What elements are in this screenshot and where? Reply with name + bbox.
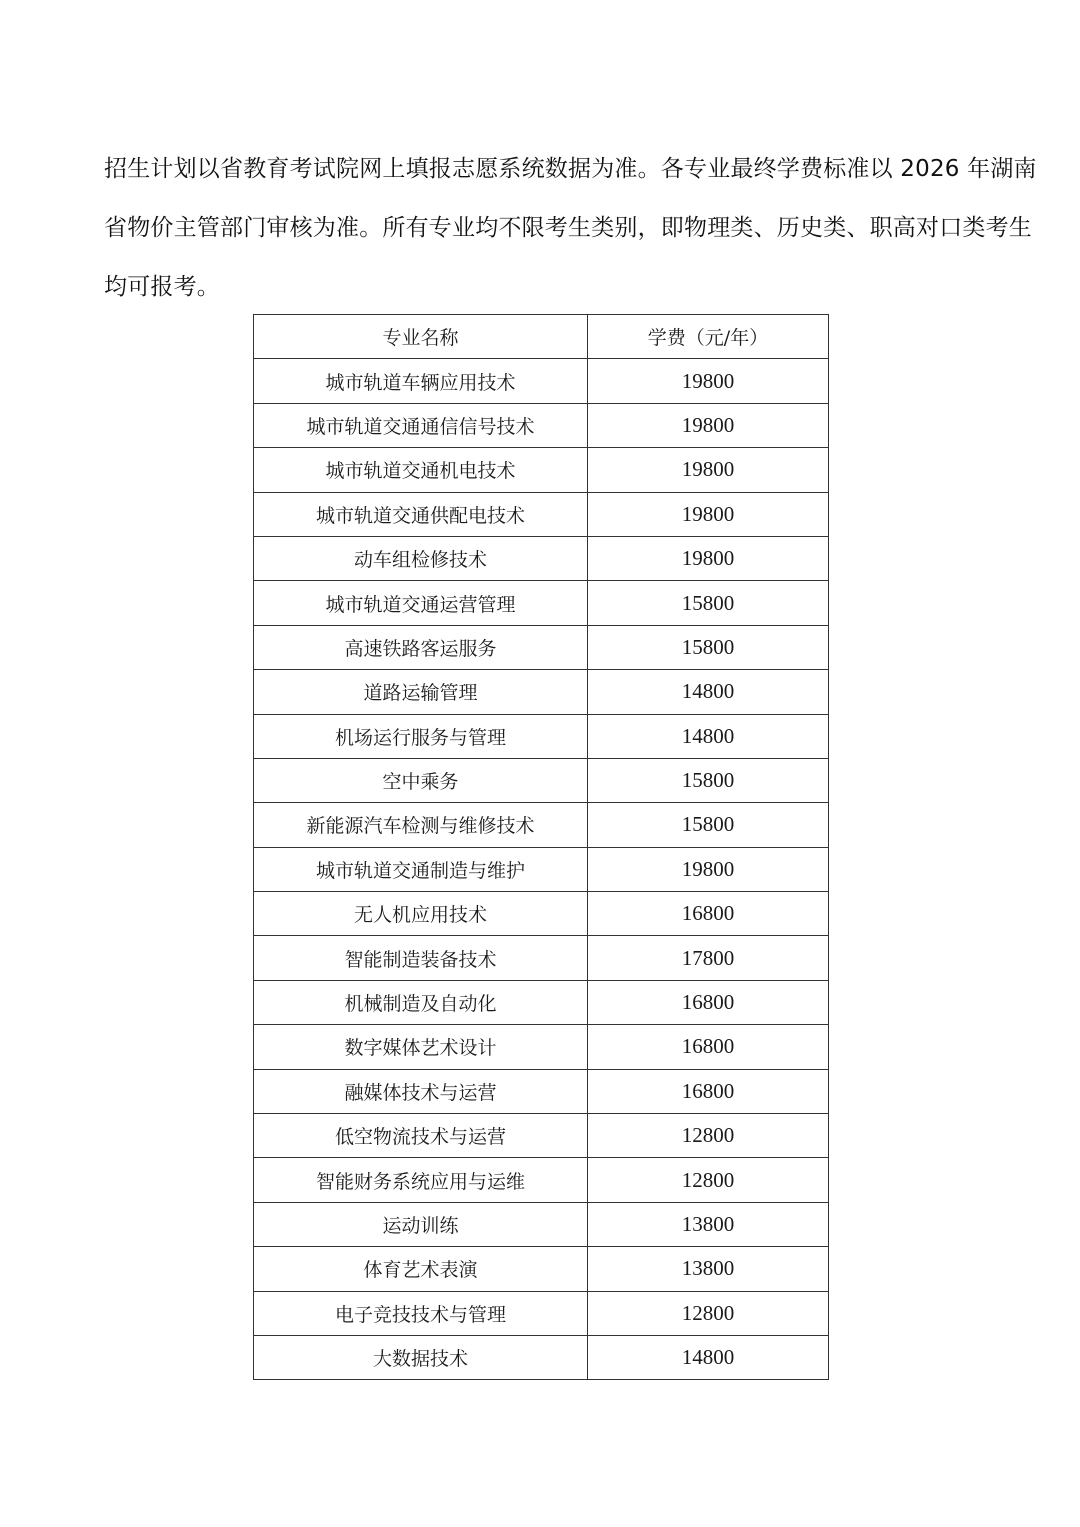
- major-name-cell: 城市轨道交通通信信号技术: [254, 403, 588, 447]
- major-name-cell: 大数据技术: [254, 1335, 588, 1379]
- major-name-cell: 道路运输管理: [254, 670, 588, 714]
- major-name-cell: 城市轨道交通机电技术: [254, 448, 588, 492]
- major-name-cell: 无人机应用技术: [254, 892, 588, 936]
- intro-line-3: 均可报考。: [104, 274, 220, 300]
- table-body: [254, 359, 829, 1380]
- major-name-cell: 低空物流技术与运营: [254, 1114, 588, 1158]
- table-row: [254, 670, 829, 714]
- table-row: [254, 1114, 829, 1158]
- major-name-cell: 运动训练: [254, 1202, 588, 1246]
- tuition-cell: 16800: [588, 892, 829, 936]
- major-name-cell: 电子竞技技术与管理: [254, 1291, 588, 1335]
- tuition-cell: 14800: [588, 670, 829, 714]
- table-header-row: [254, 315, 829, 359]
- tuition-cell: 16800: [588, 1025, 829, 1069]
- table-row: [254, 359, 829, 403]
- tuition-cell: 14800: [588, 1335, 829, 1379]
- major-name-cell: 高速铁路客运服务: [254, 625, 588, 669]
- tuition-cell: 13800: [588, 1202, 829, 1246]
- tuition-cell: 12800: [588, 1291, 829, 1335]
- major-name-cell: 融媒体技术与运营: [254, 1069, 588, 1113]
- table-row: [254, 403, 829, 447]
- tuition-cell: 15800: [588, 625, 829, 669]
- tuition-cell: 19800: [588, 448, 829, 492]
- tuition-cell: 19800: [588, 403, 829, 447]
- tuition-cell: 19800: [588, 359, 829, 403]
- table-row: [254, 892, 829, 936]
- table-row: [254, 1025, 829, 1069]
- major-name-cell: 数字媒体艺术设计: [254, 1025, 588, 1069]
- table-row: [254, 714, 829, 758]
- intro-paragraph: [104, 140, 1037, 317]
- table-row: [254, 1335, 829, 1379]
- major-name-cell: 体育艺术表演: [254, 1247, 588, 1291]
- tuition-cell: 17800: [588, 936, 829, 980]
- tuition-cell: 19800: [588, 492, 829, 536]
- tuition-cell: 16800: [588, 980, 829, 1024]
- table-row: [254, 448, 829, 492]
- tuition-cell: 13800: [588, 1247, 829, 1291]
- table-row: [254, 1069, 829, 1113]
- table-row: [254, 803, 829, 847]
- table-row: [254, 1158, 829, 1202]
- major-name-cell: 机械制造及自动化: [254, 980, 588, 1024]
- tuition-cell: 12800: [588, 1114, 829, 1158]
- major-name-cell: 机场运行服务与管理: [254, 714, 588, 758]
- column-header-major: 专业名称: [254, 315, 588, 359]
- major-name-cell: 新能源汽车检测与维修技术: [254, 803, 588, 847]
- major-name-cell: 空中乘务: [254, 758, 588, 802]
- major-name-cell: 智能制造装备技术: [254, 936, 588, 980]
- major-name-cell: 城市轨道交通制造与维护: [254, 847, 588, 891]
- tuition-cell: 12800: [588, 1158, 829, 1202]
- table-row: [254, 847, 829, 891]
- table-row: [254, 625, 829, 669]
- major-name-cell: 动车组检修技术: [254, 536, 588, 580]
- tuition-cell: 15800: [588, 803, 829, 847]
- table-row: [254, 536, 829, 580]
- tuition-table: [253, 314, 829, 1380]
- column-header-tuition: 学费（元/年）: [588, 315, 829, 359]
- intro-line-1: 招生计划以省教育考试院网上填报志愿系统数据为准。各专业最终学费标准以 2026 年湖南: [104, 156, 1037, 182]
- table-row: [254, 758, 829, 802]
- major-name-cell: 智能财务系统应用与运维: [254, 1158, 588, 1202]
- tuition-cell: 15800: [588, 758, 829, 802]
- major-name-cell: 城市轨道交通运营管理: [254, 581, 588, 625]
- table-row: [254, 1291, 829, 1335]
- intro-line-2: 省物价主管部门审核为准。所有专业均不限考生类别，即物理类、历史类、职高对口类考生: [104, 215, 1032, 241]
- table-row: [254, 1202, 829, 1246]
- tuition-cell: 16800: [588, 1069, 829, 1113]
- major-name-cell: 城市轨道交通供配电技术: [254, 492, 588, 536]
- table-row: [254, 980, 829, 1024]
- major-name-cell: 城市轨道车辆应用技术: [254, 359, 588, 403]
- tuition-cell: 19800: [588, 536, 829, 580]
- table-row: [254, 492, 829, 536]
- table-row: [254, 1247, 829, 1291]
- table-row: [254, 581, 829, 625]
- tuition-cell: 19800: [588, 847, 829, 891]
- tuition-cell: 14800: [588, 714, 829, 758]
- table-row: [254, 936, 829, 980]
- tuition-cell: 15800: [588, 581, 829, 625]
